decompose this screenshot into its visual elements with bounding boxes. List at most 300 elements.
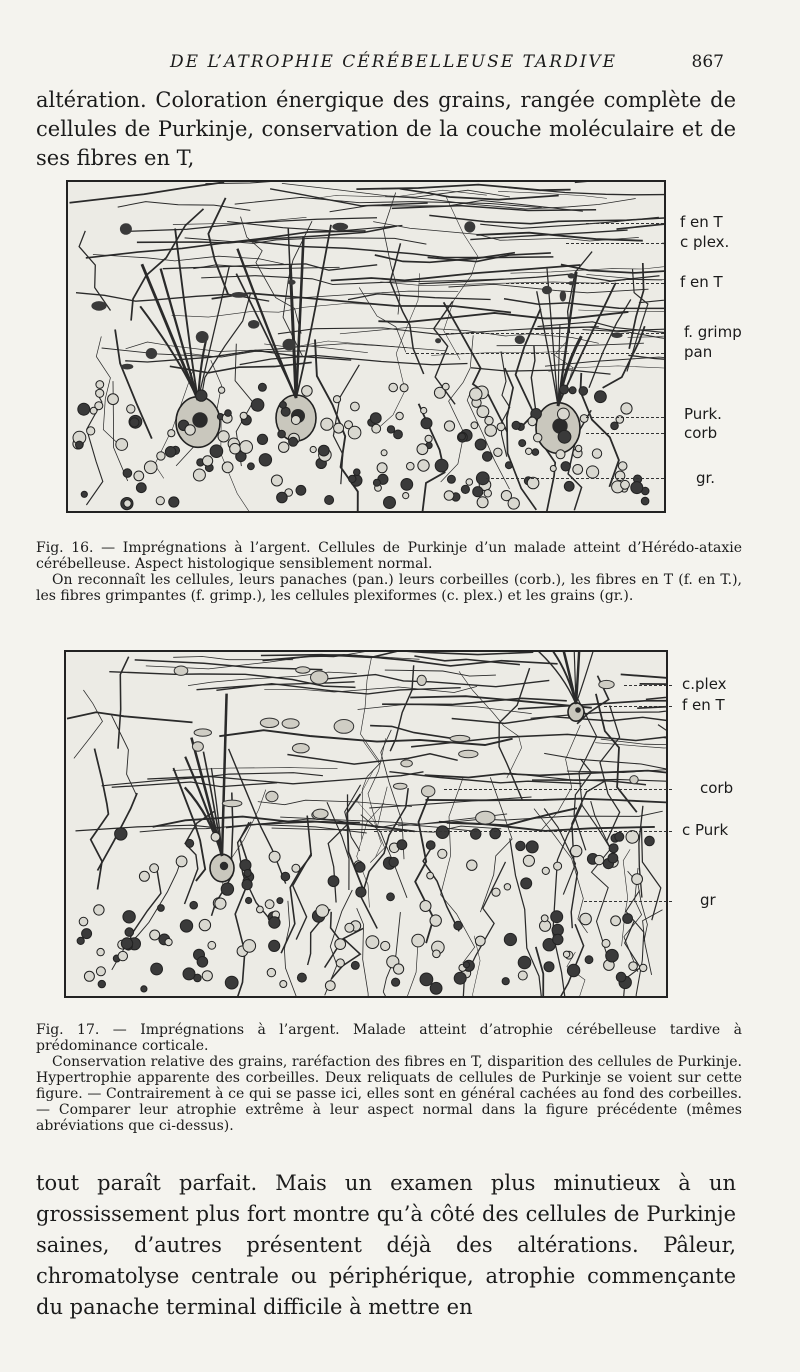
granule-cell <box>77 937 84 944</box>
granule-cell <box>621 403 632 414</box>
granule-cell <box>230 443 241 454</box>
granule-cell <box>225 976 238 989</box>
granule-cell <box>258 383 266 391</box>
granule-cell <box>519 440 526 447</box>
granule-cell <box>297 973 306 982</box>
plexiform-cell <box>231 292 246 298</box>
plexiform-cell <box>222 800 242 807</box>
granule-cell <box>96 967 105 976</box>
granule-cell <box>532 449 539 456</box>
granule-cell <box>567 964 579 976</box>
granule-cell <box>526 448 532 454</box>
granule-cell <box>355 862 365 872</box>
nerve-fibre <box>575 182 664 183</box>
nerve-fibre <box>205 182 355 184</box>
granule-cell <box>623 914 633 924</box>
purkinje-remnant-nucleus <box>220 862 228 870</box>
granule-cell <box>325 496 334 505</box>
granule-cell <box>185 425 195 435</box>
granule-cell <box>544 962 554 972</box>
granule-cell <box>541 915 548 922</box>
granule-cell <box>512 421 520 429</box>
nerve-fibre <box>498 191 607 198</box>
granule-cell <box>580 415 588 423</box>
nerve-fibre <box>208 198 228 295</box>
granule-cell <box>528 417 537 426</box>
granule-cell <box>156 497 164 505</box>
granule-cell <box>302 386 313 397</box>
granule-cell <box>558 408 570 420</box>
nerve-fibre <box>369 797 531 808</box>
nerve-fibre <box>348 294 491 300</box>
granule-cell <box>278 430 286 438</box>
granule-cell <box>389 383 398 392</box>
granule-cell <box>518 971 527 980</box>
figure-17-number: Fig. 17. <box>36 1022 100 1038</box>
granule-cell <box>554 862 562 870</box>
granule-cell <box>534 434 542 442</box>
granule-cell <box>123 911 135 923</box>
granule-cell <box>387 893 395 901</box>
granule-cell <box>221 883 233 895</box>
granule-cell <box>218 387 224 393</box>
granule-cell <box>370 413 381 424</box>
granule-cell <box>351 402 360 411</box>
label-f-en-t-3: f en T <box>682 696 725 714</box>
granule-cell <box>381 941 390 950</box>
nerve-fibre <box>93 255 284 265</box>
granule-cell <box>345 923 354 932</box>
granule-cell <box>412 934 425 947</box>
granule-cell <box>334 423 344 433</box>
granule-cell <box>387 426 394 433</box>
granule-cell <box>477 406 489 418</box>
granule-cell <box>442 383 449 390</box>
label-f-en-t-1: f en T <box>680 213 723 231</box>
label-f-en-t-2: f en T <box>680 273 723 291</box>
nerve-fibre <box>398 811 663 826</box>
nerve-fibre <box>283 221 312 357</box>
nerve-fibre <box>586 274 664 282</box>
figure-17-plate <box>64 650 668 998</box>
granule-cell <box>563 951 569 957</box>
granule-cell <box>98 980 105 987</box>
nerve-fibre <box>163 264 378 270</box>
granule-cell <box>96 381 104 389</box>
granule-cell <box>556 450 565 459</box>
granule-cell <box>592 449 601 458</box>
plexiform-cell <box>194 729 211 736</box>
granule-cell <box>459 433 466 440</box>
plexiform-cell <box>282 719 299 729</box>
granule-cell <box>310 446 316 452</box>
granule-cell <box>551 911 563 923</box>
granule-cell <box>336 959 344 967</box>
granule-cell <box>560 385 569 394</box>
granule-cell <box>139 871 149 881</box>
granule-cell <box>420 973 433 986</box>
granule-cell <box>203 456 213 466</box>
granule-cell <box>485 425 497 437</box>
granule-cell <box>222 462 233 473</box>
granule-cell <box>176 856 187 867</box>
granule-cell <box>585 956 593 964</box>
dendrite <box>288 228 296 398</box>
figure-16-number: Fig. 16. <box>36 540 94 556</box>
granule-cell <box>569 387 576 394</box>
plexiform-cell <box>288 280 296 285</box>
nerve-fibre <box>118 657 129 749</box>
granule-cell <box>394 964 404 974</box>
granule-cell <box>471 422 478 429</box>
granule-cell <box>240 860 251 871</box>
granule-cell <box>384 497 396 509</box>
nerve-fibre <box>622 849 631 946</box>
nerve-fibre <box>284 901 299 996</box>
granule-cell <box>631 482 643 494</box>
plexiform-cell <box>292 744 309 753</box>
nerve-fibre <box>452 717 666 724</box>
granule-cell <box>580 913 592 925</box>
granule-cell <box>373 479 380 486</box>
nerve-fibre <box>200 293 251 404</box>
granule-cell <box>401 479 413 491</box>
granule-cell <box>438 849 447 858</box>
granule-cell <box>611 916 621 926</box>
granule-cell <box>246 897 252 903</box>
dendrite <box>236 274 296 398</box>
granule-cell <box>277 898 283 904</box>
nerve-fibre <box>287 754 457 764</box>
granule-cell <box>454 972 466 984</box>
granule-cell <box>150 930 160 940</box>
nerve-fibre <box>135 660 323 670</box>
nerve-fibre <box>258 800 412 806</box>
nerve-fibre <box>79 231 110 311</box>
granule-cell <box>526 841 538 853</box>
granule-cell <box>269 851 280 862</box>
granule-cell <box>165 939 172 946</box>
plexiform-cell <box>435 338 441 343</box>
granule-cell <box>125 928 134 937</box>
granule-cell <box>435 459 448 472</box>
granule-cell <box>484 490 491 497</box>
label-c-purk: c Purk <box>682 821 729 839</box>
nerve-fibre <box>471 368 611 374</box>
page-number: 867 <box>691 52 724 72</box>
granule-cell <box>521 878 532 889</box>
label-c-plex-2: c.plex <box>682 675 727 693</box>
dendrite <box>142 264 198 400</box>
plexiform-cell <box>120 223 132 235</box>
granule-cell <box>144 461 157 474</box>
granule-cell <box>444 491 454 501</box>
plexiform-cell <box>393 783 407 789</box>
granule-cell <box>349 475 356 482</box>
granule-cell <box>615 471 625 481</box>
granule-cell <box>602 939 610 947</box>
granule-cell <box>461 485 469 493</box>
granule-cell <box>564 481 574 491</box>
nerve-fibre <box>67 712 193 722</box>
granule-cell <box>136 483 146 493</box>
granule-cell <box>183 968 195 980</box>
granule-cell <box>475 936 485 946</box>
granule-cell <box>485 416 493 424</box>
granule-cell <box>477 497 488 508</box>
plexiform-cell <box>464 221 475 232</box>
label-corb-2: corb <box>700 779 734 797</box>
granule-cell <box>497 423 505 431</box>
nerve-fibre <box>501 352 510 457</box>
granule-cell <box>621 480 630 489</box>
nerve-fibre <box>74 690 103 758</box>
running-header <box>0 52 800 78</box>
granule-cell <box>425 435 432 442</box>
purkinje-cell-nucleus <box>192 412 207 427</box>
granule-cell <box>269 917 280 928</box>
granule-cell <box>558 430 571 443</box>
plexiform-cell <box>630 776 638 784</box>
granule-cell <box>454 921 463 930</box>
granule-cell <box>130 418 139 427</box>
dendrite <box>237 249 296 398</box>
granule-cell <box>594 855 603 864</box>
plexiform-cell <box>283 339 296 351</box>
figure-17-caption <box>36 1022 742 1134</box>
label-c-plex: c plex. <box>680 233 730 251</box>
granule-cell <box>116 439 128 451</box>
granule-cell <box>483 452 493 462</box>
granule-cell <box>121 938 132 949</box>
plexiform-cell <box>248 320 259 329</box>
granule-cell <box>202 971 212 981</box>
plexiform-cell <box>196 331 209 343</box>
nerve-fibre <box>70 182 225 203</box>
granule-cell <box>444 421 454 431</box>
granule-cell <box>141 986 147 992</box>
plexiform-cell <box>266 791 278 801</box>
plexiform-cell <box>417 675 426 685</box>
granule-cell <box>94 905 104 915</box>
granule-cell <box>157 452 165 460</box>
plexiform-cell <box>560 290 566 301</box>
granule-cell <box>356 887 366 897</box>
granule-cell <box>211 833 220 842</box>
dendrite <box>537 291 558 406</box>
figure-16-plate <box>66 180 666 513</box>
dendrite <box>161 269 198 400</box>
granule-cell <box>645 836 655 846</box>
granule-cell <box>87 427 95 435</box>
granule-cell <box>518 956 531 969</box>
granule-cell <box>397 840 407 850</box>
label-corb: corb <box>684 424 718 442</box>
granule-cell <box>502 978 509 985</box>
nerve-fibre <box>385 670 496 676</box>
nerve-fibre <box>499 668 529 800</box>
nerve-fibre <box>429 211 664 223</box>
nerve-fibre <box>172 304 377 318</box>
granule-cell <box>325 981 335 991</box>
granule-cell <box>473 487 483 497</box>
granule-cell <box>84 971 94 981</box>
granule-cell <box>426 841 435 850</box>
granule-cell <box>377 463 387 473</box>
plexiform-cell <box>334 720 354 734</box>
granule-cell <box>392 978 400 986</box>
granule-cell <box>180 920 192 932</box>
granule-cell <box>197 957 208 968</box>
granule-cell <box>421 418 432 429</box>
granule-cell <box>123 469 132 478</box>
granule-cell <box>90 407 97 414</box>
granule-cell <box>606 949 619 962</box>
plexiform-cell <box>401 760 413 767</box>
granule-cell <box>291 416 300 425</box>
granule-cell <box>316 905 329 918</box>
granule-cell <box>196 390 207 401</box>
granule-cell <box>321 418 333 430</box>
granule-cell <box>618 462 627 471</box>
granule-cell <box>318 445 329 456</box>
granule-cell <box>523 855 534 866</box>
granule-cell <box>421 407 427 413</box>
label-gr-2: gr <box>700 891 716 909</box>
granule-cell <box>82 929 92 939</box>
nerve-fibre <box>646 696 666 704</box>
granule-cell <box>542 867 549 874</box>
granule-cell <box>210 445 223 458</box>
granule-cell <box>400 384 408 392</box>
granule-cell <box>641 497 649 505</box>
granule-cell <box>595 391 607 403</box>
granule-cell <box>504 884 510 890</box>
granule-cell <box>403 493 409 499</box>
granule-cell <box>97 948 104 955</box>
granule-cell <box>587 466 599 478</box>
granule-cell <box>366 936 379 949</box>
nerve-fibre <box>444 302 508 431</box>
label-purk: Purk. <box>684 405 722 423</box>
granule-cell <box>348 426 361 439</box>
granule-cell <box>78 403 90 415</box>
granule-cell <box>124 500 131 507</box>
plexiform-cell <box>146 348 157 359</box>
nerve-fibre <box>361 788 408 928</box>
nerve-fibre <box>321 675 549 687</box>
granule-cell <box>466 479 473 486</box>
granule-cell <box>280 402 287 409</box>
granule-cell <box>265 900 274 909</box>
plexiform-cell <box>311 671 328 684</box>
plexiform-cell <box>476 811 495 824</box>
plexiform-cell <box>459 750 478 758</box>
granule-cell <box>335 939 346 950</box>
label-gr: gr. <box>696 469 716 487</box>
granule-cell <box>292 864 300 872</box>
figure-17-histology-drawing <box>66 652 666 996</box>
granule-cell <box>96 389 104 397</box>
granule-cell <box>561 462 570 471</box>
granule-cell <box>490 828 501 839</box>
granule-cell <box>169 497 179 507</box>
purkinje-remnant <box>568 703 584 721</box>
granule-cell <box>269 940 280 951</box>
plexiform-cell <box>515 335 525 344</box>
granule-cell <box>240 412 247 419</box>
dendrite <box>576 652 623 704</box>
nerve-fibre <box>359 287 406 352</box>
granule-cell <box>127 405 135 413</box>
granule-cell <box>296 485 306 495</box>
dendrite <box>576 652 585 704</box>
granule-cell <box>505 462 512 469</box>
granule-cell <box>240 441 253 454</box>
granule-cell <box>394 430 403 439</box>
plexiform-cell <box>599 680 614 688</box>
granule-cell <box>418 460 429 471</box>
granule-cell <box>632 874 643 885</box>
granule-cell <box>257 434 267 444</box>
granule-cell <box>629 962 638 971</box>
nerve-fibre <box>370 726 459 740</box>
nerve-fibre <box>390 243 424 374</box>
granule-cell <box>420 901 431 912</box>
nerve-fibre <box>358 704 532 714</box>
plexiform-cell <box>422 786 435 797</box>
granule-cell <box>573 465 583 475</box>
granule-cell <box>575 445 581 451</box>
granule-cell <box>615 832 624 841</box>
granule-cell <box>430 915 441 926</box>
nerve-fibre <box>578 310 664 311</box>
granule-cell <box>433 950 441 958</box>
granule-cell <box>611 422 619 430</box>
granule-cell <box>289 437 298 446</box>
granule-cell <box>257 906 264 913</box>
granule-cell <box>608 853 618 863</box>
granule-cell <box>640 964 647 971</box>
granule-cell <box>351 961 359 969</box>
granule-cell <box>281 872 290 881</box>
paragraph-top: altération. Coloration énergique des grains, rangée complète de cellules de Purkinje, conservation de la couche moléculaire et de ses fibres en T, <box>36 88 736 170</box>
granule-cell <box>259 454 271 466</box>
granule-cell <box>79 917 88 926</box>
nerve-fibre <box>410 696 592 708</box>
granule-cell <box>134 471 144 481</box>
figure-16-caption <box>36 540 742 604</box>
granule-cell <box>396 412 403 419</box>
granule-cell <box>494 448 502 456</box>
running-title: DE L’ATROPHIE CÉRÉBELLEUSE TARDIVE <box>170 52 618 72</box>
granule-cell <box>208 941 216 949</box>
granule-cell <box>168 430 175 437</box>
granule-cell <box>108 394 119 405</box>
granule-cell <box>243 940 256 953</box>
granule-cell <box>447 475 455 483</box>
figure-17-caption-line2: Conservation relative des grains, raréfaction des fibres en T, disparition des cellules de Purkinje. Hypertrophie apparente des corbeilles. Deux reliquats de cellules de Purkinje se voient sur cette figure. — Contrairement à ce qui se passe ici, elles sont en général cachées au fond des corbeilles. — Comparer leur atrophie extrême à leur aspect normal dans la figure précédente (mêmes abréviations que ci-dessus). <box>36 1054 742 1134</box>
granule-cell <box>267 968 275 976</box>
granule-cell <box>244 870 251 877</box>
granule-cell <box>427 872 434 879</box>
granule-cell <box>277 492 288 503</box>
granule-cell <box>417 444 428 455</box>
granule-cell <box>372 424 381 433</box>
granule-cell <box>76 441 84 449</box>
granule-cell <box>186 839 194 847</box>
nerve-fibre <box>331 265 581 281</box>
